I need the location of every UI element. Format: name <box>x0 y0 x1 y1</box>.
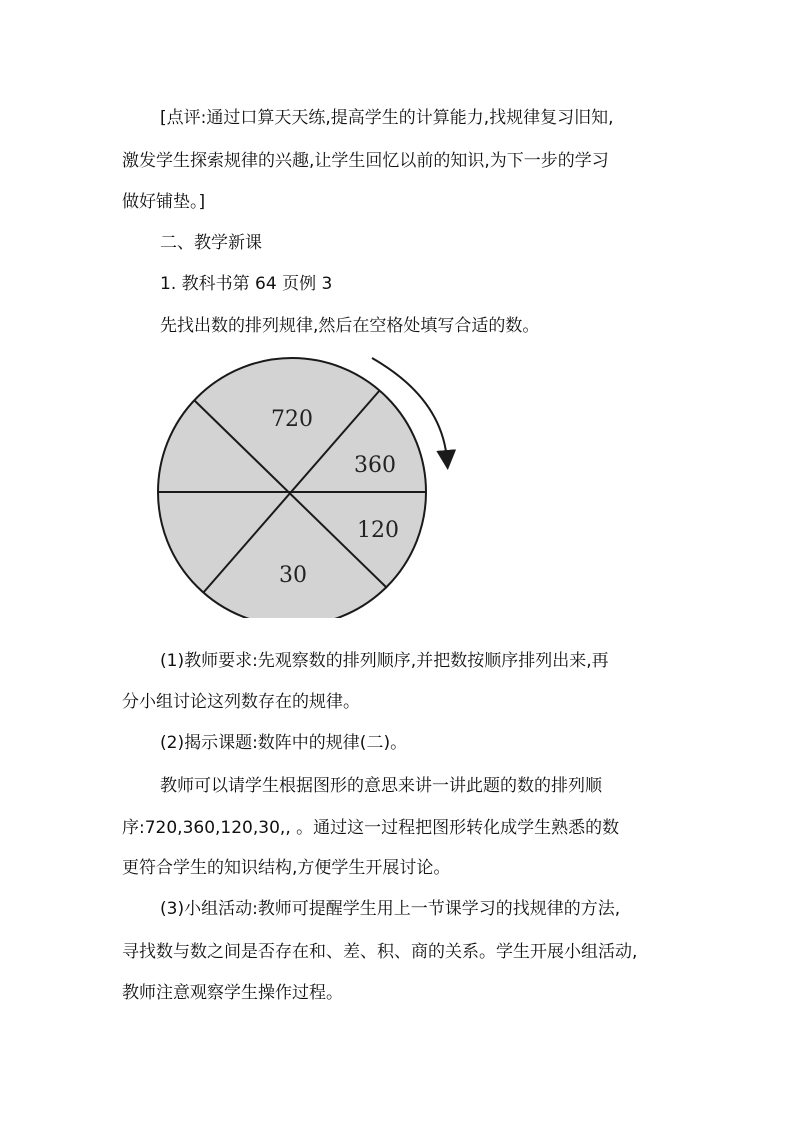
number-wheel-figure <box>150 348 470 622</box>
step2-line: (2)揭示课题:数阵中的规律(二)。 <box>160 733 408 753</box>
section-heading: 二、教学新课 <box>160 233 262 253</box>
number-wheel-svg <box>150 348 470 618</box>
step3-line-1: (3)小组活动:教师可提醒学生用上一节课学习的找规律的方法, <box>160 899 621 919</box>
segment-label-top: 720 <box>271 407 313 432</box>
segment-label-bottom: 30 <box>279 563 307 588</box>
step3-line-2: 寻找数与数之间是否存在和、差、积、商的关系。学生开展小组活动, <box>122 942 638 962</box>
instruction-text: 先找出数的排列规律,然后在空格处填写合适的数。 <box>160 316 540 336</box>
comment-line-2: 激发学生探索规律的兴趣,让学生回忆以前的知识,为下一步的学习 <box>122 151 609 171</box>
segment-label-lower-right: 120 <box>357 518 399 543</box>
teacher-line-3: 更符合学生的知识结构,方便学生开展讨论。 <box>122 858 451 878</box>
example-heading: 1. 教科书第 64 页例 3 <box>160 274 333 294</box>
step1-line-2: 分小组讨论这列数存在的规律。 <box>122 692 360 712</box>
step1-line-1: (1)教师要求:先观察数的排列顺序,并把数按顺序排列出来,再 <box>160 651 609 671</box>
teacher-line-1: 教师可以请学生根据图形的意思来讲一讲此题的数的排列顺 <box>160 776 602 796</box>
step3-line-3: 教师注意观察学生操作过程。 <box>122 983 343 1003</box>
comment-line-1: [点评:通过口算天天练,提高学生的计算能力,找规律复习旧知, <box>160 108 614 128</box>
segment-label-upper-right: 360 <box>354 453 396 478</box>
comment-line-3: 做好铺垫。] <box>122 192 206 212</box>
teacher-line-2: 序:720,360,120,30,, 。通过这一过程把图形转化成学生熟悉的数 <box>122 818 620 838</box>
